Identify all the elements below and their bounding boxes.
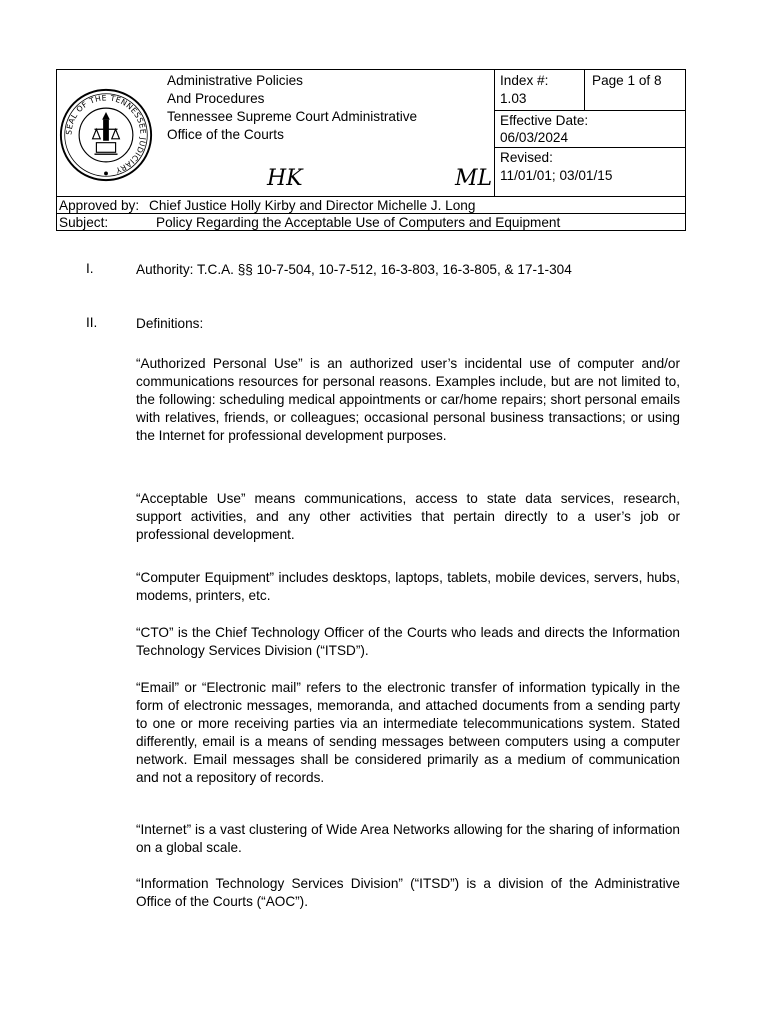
court-seal-icon — [58, 87, 154, 183]
divider — [494, 70, 495, 196]
index-label: Index #: — [500, 73, 549, 88]
subject-value: Policy Regarding the Acceptable Use of Computers and Equipment — [156, 215, 561, 230]
divider — [494, 110, 686, 111]
agency-line: Administrative Policies — [167, 73, 303, 88]
definition-paragraph: “Internet” is a vast clustering of Wide Area Networks allowing for the sharing of information on a global scale. — [136, 822, 680, 855]
section-definitions-heading: Definitions: — [136, 316, 204, 331]
agency-line: Office of the Courts — [167, 127, 284, 142]
agency-block — [167, 72, 417, 144]
section-authority: Authority: T.C.A. §§ 10-7-504, 10-7-512, 16-3-803, 16-3-805, & 17-1-304 — [136, 262, 572, 277]
svg-text:SEAL OF THE TENNESSEE JUDICIAR: SEAL OF THE TENNESSEE JUDICIARY — [64, 93, 148, 176]
definition-paragraph: “CTO” is the Chief Technology Officer of the Courts who leads and directs the Information Technology Services Division (“ITSD”). — [136, 625, 680, 658]
subject-label: Subject: — [59, 215, 109, 230]
divider — [494, 147, 686, 148]
definition-paragraph: “Computer Equipment” includes desktops, laptops, tablets, mobile devices, servers, hubs, modems, printers, etc. — [136, 570, 680, 603]
divider — [584, 70, 585, 110]
page-indicator: Page 1 of 8 — [592, 73, 662, 88]
signature-left: HK — [267, 166, 303, 191]
revised-label: Revised: — [500, 150, 553, 165]
section-number: I. — [86, 261, 94, 276]
signature-right: ML — [455, 166, 493, 191]
effective-date-value: 06/03/2024 — [500, 130, 569, 145]
definition-paragraph: “Acceptable Use” means communications, access to state data services, research, support activities, and any other activities that pertain directly to a user’s job or professional development. — [136, 491, 680, 542]
agency-line: And Procedures — [167, 91, 265, 106]
approved-label: Approved by: — [59, 198, 140, 213]
effective-date-label: Effective Date: — [500, 113, 589, 128]
approved-value: Chief Justice Holly Kirby and Director Michelle J. Long — [149, 198, 476, 213]
revised-value: 11/01/01; 03/01/15 — [500, 168, 613, 183]
definition-paragraph: “Authorized Personal Use” is an authorized user’s incidental use of computer and/or communications resources for personal reasons. Examples include, but are not limited to, the following: scheduling medical appointments or car/home repairs; short personal emails with relatives, friends, or colleagues; occasional personal business transactions; or using the Internet for professional development purposes. — [136, 356, 680, 443]
section-number: II. — [86, 315, 98, 330]
agency-line: Tennessee Supreme Court Administrative — [167, 109, 418, 124]
definition-paragraph: “Information Technology Services Division” (“ITSD”) is a division of the Administrative Office of the Courts (“AOC”). — [136, 876, 680, 909]
header-table — [56, 69, 686, 231]
index-value: 1.03 — [500, 91, 527, 106]
definition-paragraph: “Email” or “Electronic mail” refers to the electronic transfer of information typically in the form of electronic messages, memoranda, and attached documents from a sending party to one or more receiving parties via an intermediate telecommunications system. Stated differently, email is a means of sending messages between computers using a computer network. Email messages shall be considered primarily as a medium of communication and not a repository of records. — [136, 680, 680, 785]
